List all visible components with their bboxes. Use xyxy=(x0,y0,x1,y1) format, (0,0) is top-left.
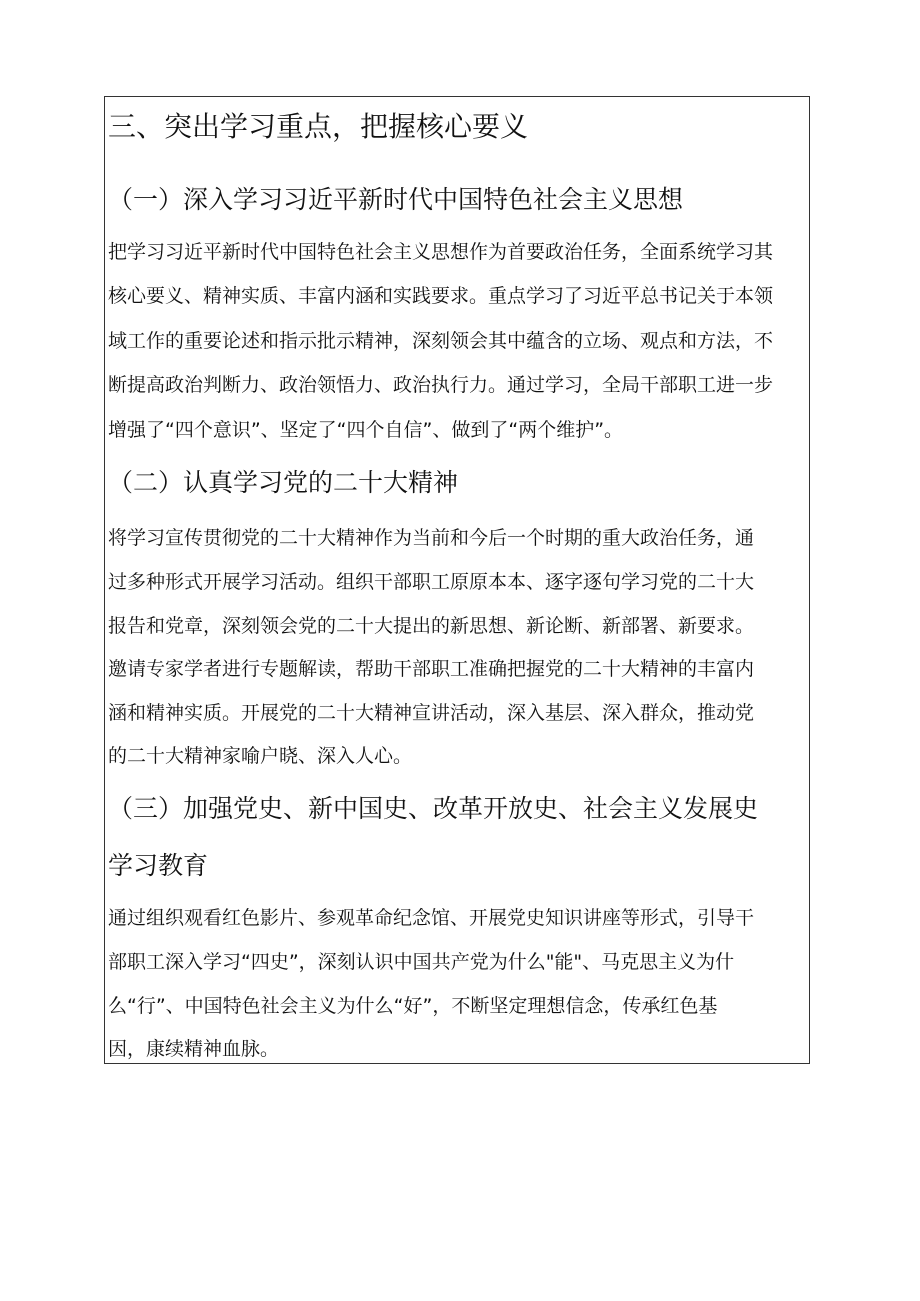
paragraph-2-line-1: 将学习宣传贯彻党的二十大精神作为当前和今后一个时期的重大政治任务，通 xyxy=(108,527,755,549)
paragraph-1-line-2: 核心要义、精神实质、丰富内涵和实践要求。重点学习了习近平总书记关于本领 xyxy=(108,285,774,307)
paragraph-2-line-3: 报告和党章，深刻领会党的二十大提出的新思想、新论断、新部署、新要求。 xyxy=(108,615,755,637)
paragraph-2-line-5: 涵和精神实质。开展党的二十大精神宣讲活动，深入基层、深入群众，推动党 xyxy=(108,702,755,724)
paragraph-1-line-3: 域工作的重要论述和指示批示精神，深刻领会其中蕴含的立场、观点和方法，不 xyxy=(108,330,774,352)
paragraph-1-line-5: 增强了“四个意识”、坚定了“四个自信”、做到了“两个维护”。 xyxy=(108,419,624,441)
paragraph-3-line-4: 因，康续精神血脉。 xyxy=(108,1038,280,1060)
subsection-1-heading: （一）深入学习习近平新时代中国特色社会主义思想 xyxy=(108,185,684,214)
paragraph-3-line-2: 部职工深入学习“四史”，深刻认识中国共产党为什么"能"、马克思主义为什 xyxy=(108,951,735,973)
subsection-2-heading: （二）认真学习党的二十大精神 xyxy=(108,468,459,497)
paragraph-3-line-3: 么“行”、中国特色社会主义为什么“好”，不断坚定理想信念，传承红色基 xyxy=(108,995,718,1017)
paragraph-2-line-4: 邀请专家学者进行专题解读，帮助干部职工准确把握党的二十大精神的丰富内 xyxy=(108,658,755,680)
paragraph-1-line-4: 断提高政治判断力、政治领悟力、政治执行力。通过学习，全局干部职工进一步 xyxy=(108,374,774,396)
paragraph-3-line-1: 通过组织观看红色影片、参观革命纪念馆、开展党史知识讲座等形式，引导干 xyxy=(108,907,755,929)
subsection-3-heading-line-1: （三）加强党史、新中国史、改革开放史、社会主义发展史 xyxy=(108,794,759,823)
paragraph-1-line-1: 把学习习近平新时代中国特色社会主义思想作为首要政治任务，全面系统学习其 xyxy=(108,241,774,263)
paragraph-2-line-6: 的二十大精神家喻户晓、深入人心。 xyxy=(108,745,413,767)
paragraph-2-line-2: 过多种形式开展学习活动。组织干部职工原原本本、逐字逐句学习党的二十大 xyxy=(108,571,755,593)
section-heading: 三、突出学习重点，把握核心要义 xyxy=(108,110,529,143)
subsection-3-heading-line-2: 学习教育 xyxy=(108,851,209,880)
